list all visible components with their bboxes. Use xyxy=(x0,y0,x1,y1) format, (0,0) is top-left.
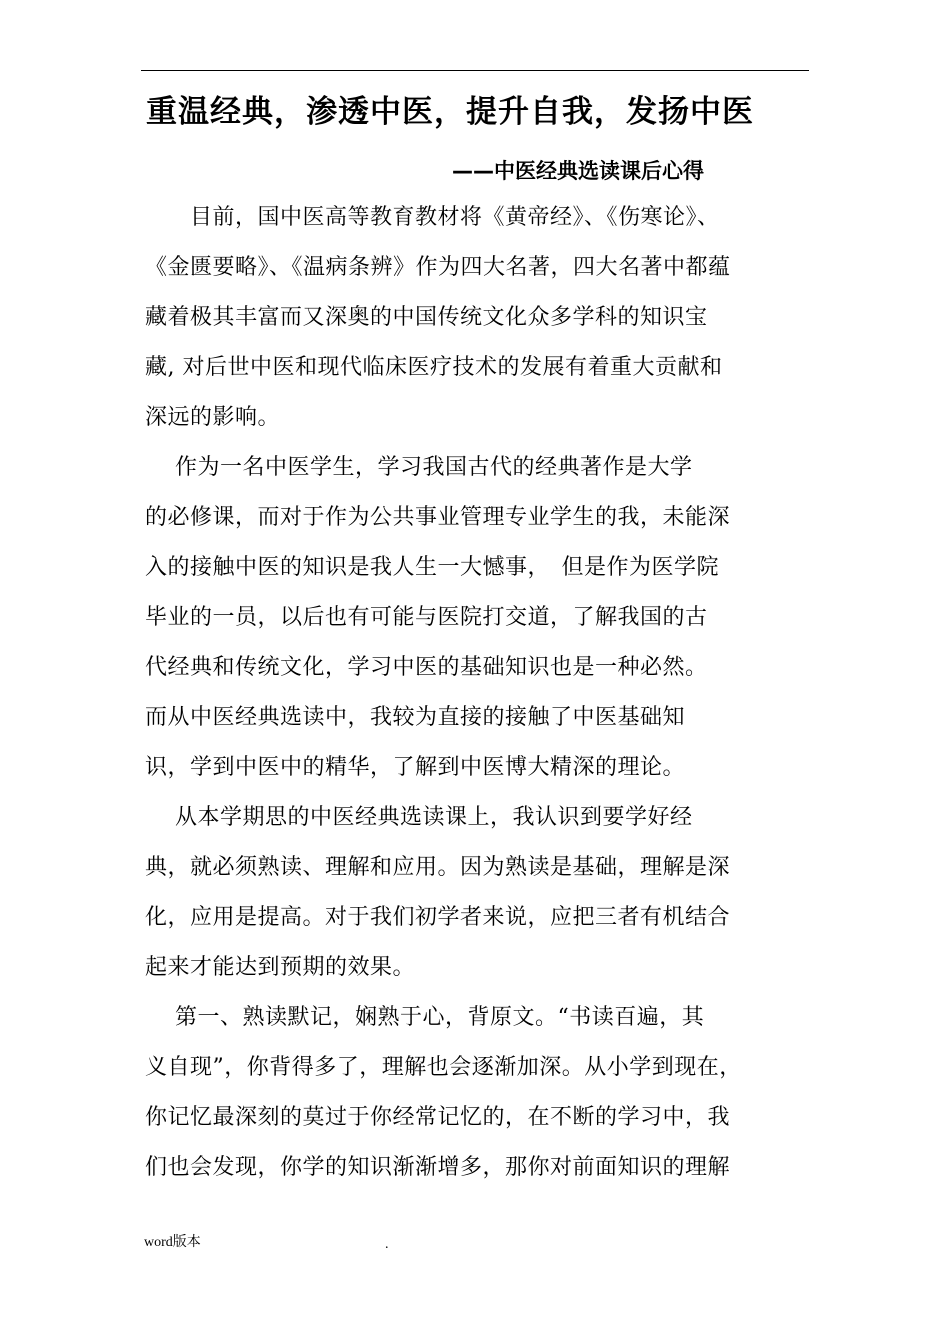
body-line: 作为一名中医学生，学习我国古代的经典著作是大学 xyxy=(145,455,693,480)
document-subtitle: ——中医经典选读课后心得 xyxy=(452,159,704,183)
body-line: 代经典和传统文化，学习中医的基础知识也是一种必然。 xyxy=(145,655,708,680)
body-line: 起来才能达到预期的效果。 xyxy=(145,955,416,980)
body-line: 毕业的一员，以后也有可能与医院打交道，了解我国的古 xyxy=(145,605,708,630)
body-line: 的必修课，而对于作为公共事业管理专业学生的我，未能深 xyxy=(145,505,731,530)
body-line: 深远的影响。 xyxy=(145,405,281,430)
body-line: 而从中医经典选读中，我较为直接的接触了中医基础知 xyxy=(145,705,686,730)
body-line: 《金匮要略》、《温病条辨》作为四大名著，四大名著中都蕴 xyxy=(145,255,731,280)
body-line: 入的接触中医的知识是我人生一大憾事， 但是作为医学院 xyxy=(145,555,720,580)
footer-page-marker: . xyxy=(385,1237,389,1252)
body-line: 第一、熟读默记，娴熟于心，背原文。“书读百遍，其 xyxy=(145,1005,705,1030)
body-line: 化，应用是提高。对于我们初学者来说，应把三者有机结合 xyxy=(145,905,731,930)
body-line: 从本学期思的中医经典选读课上，我认识到要学好经 xyxy=(145,805,693,830)
body-line: 典，就必须熟读、理解和应用。因为熟读是基础，理解是深 xyxy=(145,855,731,880)
body-line: 们也会发现，你学的知识渐渐增多，那你对前面知识的理解 xyxy=(145,1155,731,1180)
footer-version-label: word版本 xyxy=(144,1235,201,1250)
body-line: 义自现”，你背得多了，理解也会逐渐加深。从小学到现在， xyxy=(145,1055,742,1080)
document-title: 重温经典，渗透中医，提升自我，发扬中医 xyxy=(146,94,754,130)
body-line: 你记忆最深刻的莫过于你经常记忆的，在不断的学习中，我 xyxy=(145,1105,731,1130)
body-line: 识，学到中医中的精华，了解到中医博大精深的理论。 xyxy=(145,755,686,780)
body-line: 目前，国中医高等教育教材将《黄帝经》、《伤寒论》、 xyxy=(145,205,720,230)
body-line: 藏着极其丰富而又深奥的中国传统文化众多学科的知识宝 xyxy=(145,305,708,330)
body-line: 藏, 对后世中医和现代临床医疗技术的发展有着重大贡献和 xyxy=(145,355,723,380)
header-rule xyxy=(141,70,809,71)
